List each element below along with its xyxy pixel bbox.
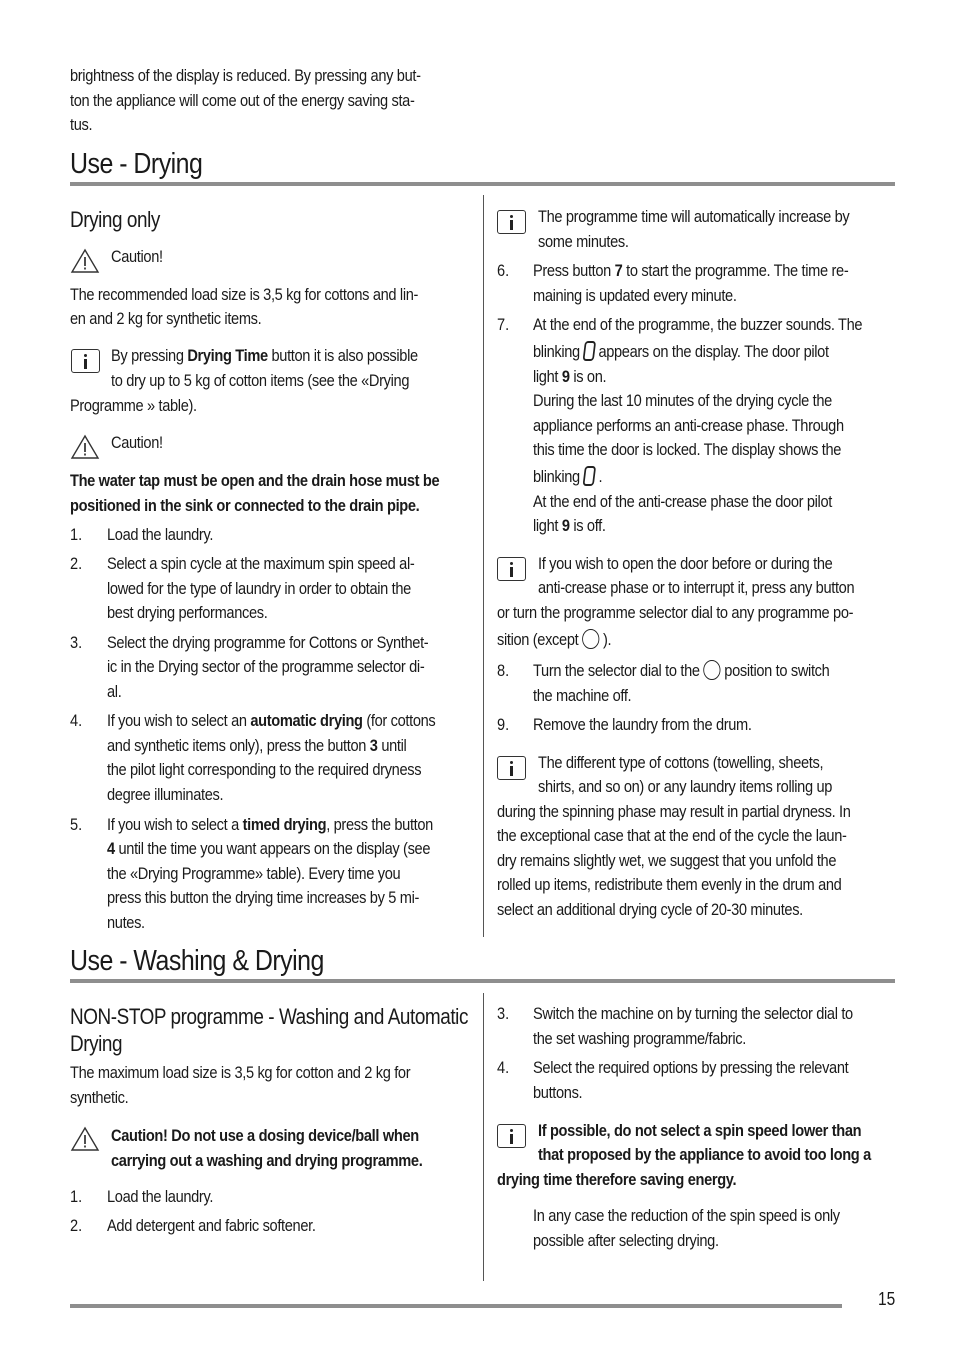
step-text: the set washing programme/fabric. bbox=[533, 1029, 746, 1048]
info-line: dry remains slightly wet, we suggest that you unfold the bbox=[497, 851, 837, 870]
step-number: 8. bbox=[497, 661, 510, 680]
paragraph-line: en and 2 kg for synthetic items. bbox=[70, 309, 262, 328]
paragraph-line: synthetic. bbox=[70, 1088, 129, 1107]
step-text: blinking appears on the display. The door pilot bbox=[533, 342, 829, 361]
section-rule bbox=[70, 979, 895, 983]
info-line: The programme time will automatically increase by bbox=[538, 207, 850, 226]
note-line: In any case the reduction of the spin speed is only bbox=[533, 1206, 840, 1225]
subheading-drying-only: Drying only bbox=[70, 207, 160, 232]
step-text: If you wish to select a timed drying, press the button bbox=[107, 815, 433, 834]
step-text: al. bbox=[107, 682, 122, 701]
intro-line-2: ton the appliance will come out of the energy saving sta- bbox=[70, 91, 415, 110]
footer-rule bbox=[70, 1304, 842, 1308]
step-text: the «Drying Programme» table). Every time you bbox=[107, 864, 401, 883]
info-line: sition (except ). bbox=[497, 630, 612, 649]
caution-label: Caution! bbox=[111, 247, 163, 266]
info-line: shirts, and so on) or any laundry items rolling up bbox=[538, 777, 833, 796]
caution-text: Caution! Do not use a dosing device/ball when bbox=[111, 1126, 419, 1145]
info-line: Programme » table). bbox=[70, 396, 197, 415]
step-text: blinking . bbox=[533, 467, 603, 486]
info-line: during the spinning phase may result in partial dryness. In bbox=[497, 802, 851, 821]
step-number: 5. bbox=[70, 815, 83, 834]
info-line: If you wish to open the door before or during the bbox=[538, 554, 833, 573]
info-icon bbox=[71, 349, 100, 373]
display-digit-icon bbox=[582, 341, 596, 361]
info-line: If possible, do not select a spin speed lower than bbox=[538, 1121, 862, 1140]
warning-icon bbox=[70, 1126, 100, 1152]
step-text: At the end of the programme, the buzzer sounds. The bbox=[533, 315, 863, 334]
column-divider bbox=[483, 993, 484, 1281]
step-text: ic in the Drying sector of the programme selector di- bbox=[107, 657, 425, 676]
step-number: 9. bbox=[497, 715, 510, 734]
step-text: appliance performs an anti-crease phase. Through bbox=[533, 416, 844, 435]
info-line: some minutes. bbox=[538, 232, 629, 251]
caution-text: The water tap must be open and the drain hose must be bbox=[70, 471, 440, 490]
info-line: anti-crease phase or to interrupt it, press any button bbox=[538, 578, 855, 597]
info-icon bbox=[497, 210, 526, 234]
info-icon bbox=[497, 557, 526, 581]
step-text: If you wish to select an automatic drying (for cottons bbox=[107, 711, 436, 730]
step-number: 1. bbox=[70, 1187, 83, 1206]
step-number: 2. bbox=[70, 554, 83, 573]
step-text: At the end of the anti-crease phase the door pilot bbox=[533, 492, 832, 511]
page-number: 15 bbox=[878, 1289, 896, 1309]
step-number: 6. bbox=[497, 261, 510, 280]
step-text: Switch the machine on by turning the selector dial to bbox=[533, 1004, 853, 1023]
off-position-icon bbox=[703, 660, 720, 680]
caution-label: Caution! bbox=[111, 433, 163, 452]
display-digit-icon bbox=[582, 466, 596, 486]
step-number: 4. bbox=[497, 1058, 510, 1077]
subheading-non-stop: NON-STOP programme - Washing and Automatic bbox=[70, 1004, 468, 1029]
step-text: degree illuminates. bbox=[107, 785, 224, 804]
info-line: that proposed by the appliance to avoid too long a bbox=[538, 1145, 871, 1164]
caution-text: positioned in the sink or connected to the drain pipe. bbox=[70, 496, 420, 515]
step-text: the pilot light corresponding to the required dryness bbox=[107, 760, 422, 779]
info-line: The different type of cottons (towelling, sheets, bbox=[538, 753, 824, 772]
step-text: 4 until the time you want appears on the display (see bbox=[107, 839, 431, 858]
warning-icon bbox=[70, 248, 100, 274]
info-line: to dry up to 5 kg of cotton items (see the «Drying bbox=[111, 371, 410, 390]
info-line: rolled up items, redistribute them evenly in the drum and bbox=[497, 875, 842, 894]
step-text: light 9 is on. bbox=[533, 367, 607, 386]
step-text: lowed for the type of laundry in order to obtain the bbox=[107, 579, 411, 598]
section-title-washing-drying: Use - Washing & Drying bbox=[70, 945, 324, 977]
intro-line-1: brightness of the display is reduced. By pressing any but- bbox=[70, 66, 421, 85]
step-text: Load the laundry. bbox=[107, 1187, 214, 1206]
step-text: light 9 is off. bbox=[533, 516, 606, 535]
intro-line-3: tus. bbox=[70, 115, 93, 134]
step-text: Select the required options by pressing the relevant bbox=[533, 1058, 849, 1077]
paragraph-line: The maximum load size is 3,5 kg for cotton and 2 kg for bbox=[70, 1063, 411, 1082]
step-number: 4. bbox=[70, 711, 83, 730]
info-line: select an additional drying cycle of 20-30 minutes. bbox=[497, 900, 803, 919]
info-line: the exceptional case that at the end of the cycle the laun- bbox=[497, 826, 847, 845]
caution-text: carrying out a washing and drying programme. bbox=[111, 1151, 423, 1170]
column-divider bbox=[483, 195, 484, 937]
step-text: press this button the drying time increases by 5 mi- bbox=[107, 888, 420, 907]
step-text: Load the laundry. bbox=[107, 525, 214, 544]
step-text: Select the drying programme for Cottons or Synthet- bbox=[107, 633, 429, 652]
info-line: drying time therefore saving energy. bbox=[497, 1170, 737, 1189]
step-text: During the last 10 minutes of the drying cycle the bbox=[533, 391, 832, 410]
step-text: Add detergent and fabric softener. bbox=[107, 1216, 316, 1235]
info-icon bbox=[497, 756, 526, 780]
step-number: 7. bbox=[497, 315, 510, 334]
step-text: nutes. bbox=[107, 913, 145, 932]
step-text: Remove the laundry from the drum. bbox=[533, 715, 752, 734]
info-icon bbox=[497, 1124, 526, 1148]
step-text: buttons. bbox=[533, 1083, 583, 1102]
info-line: or turn the programme selector dial to any programme po- bbox=[497, 603, 854, 622]
step-number: 1. bbox=[70, 525, 83, 544]
subheading-non-stop: Drying bbox=[70, 1031, 123, 1056]
step-number: 2. bbox=[70, 1216, 83, 1235]
section-rule bbox=[70, 182, 895, 186]
note-line: possible after selecting drying. bbox=[533, 1231, 719, 1250]
step-text: this time the door is locked. The display shows the bbox=[533, 440, 842, 459]
info-line: By pressing Drying Time button it is also possible bbox=[111, 346, 418, 365]
step-text: Turn the selector dial to the position to switch bbox=[533, 661, 830, 680]
step-text: Press button 7 to start the programme. The time re- bbox=[533, 261, 849, 280]
step-number: 3. bbox=[497, 1004, 510, 1023]
off-position-icon bbox=[582, 629, 599, 649]
section-title-drying: Use - Drying bbox=[70, 148, 203, 180]
step-text: the machine off. bbox=[533, 686, 632, 705]
step-text: best drying performances. bbox=[107, 603, 268, 622]
step-text: maining is updated every minute. bbox=[533, 286, 737, 305]
warning-icon bbox=[70, 434, 100, 460]
step-text: Select a spin cycle at the maximum spin speed al- bbox=[107, 554, 415, 573]
paragraph-line: The recommended load size is 3,5 kg for cottons and lin- bbox=[70, 285, 419, 304]
step-number: 3. bbox=[70, 633, 83, 652]
step-text: and synthetic items only), press the button 3 until bbox=[107, 736, 407, 755]
